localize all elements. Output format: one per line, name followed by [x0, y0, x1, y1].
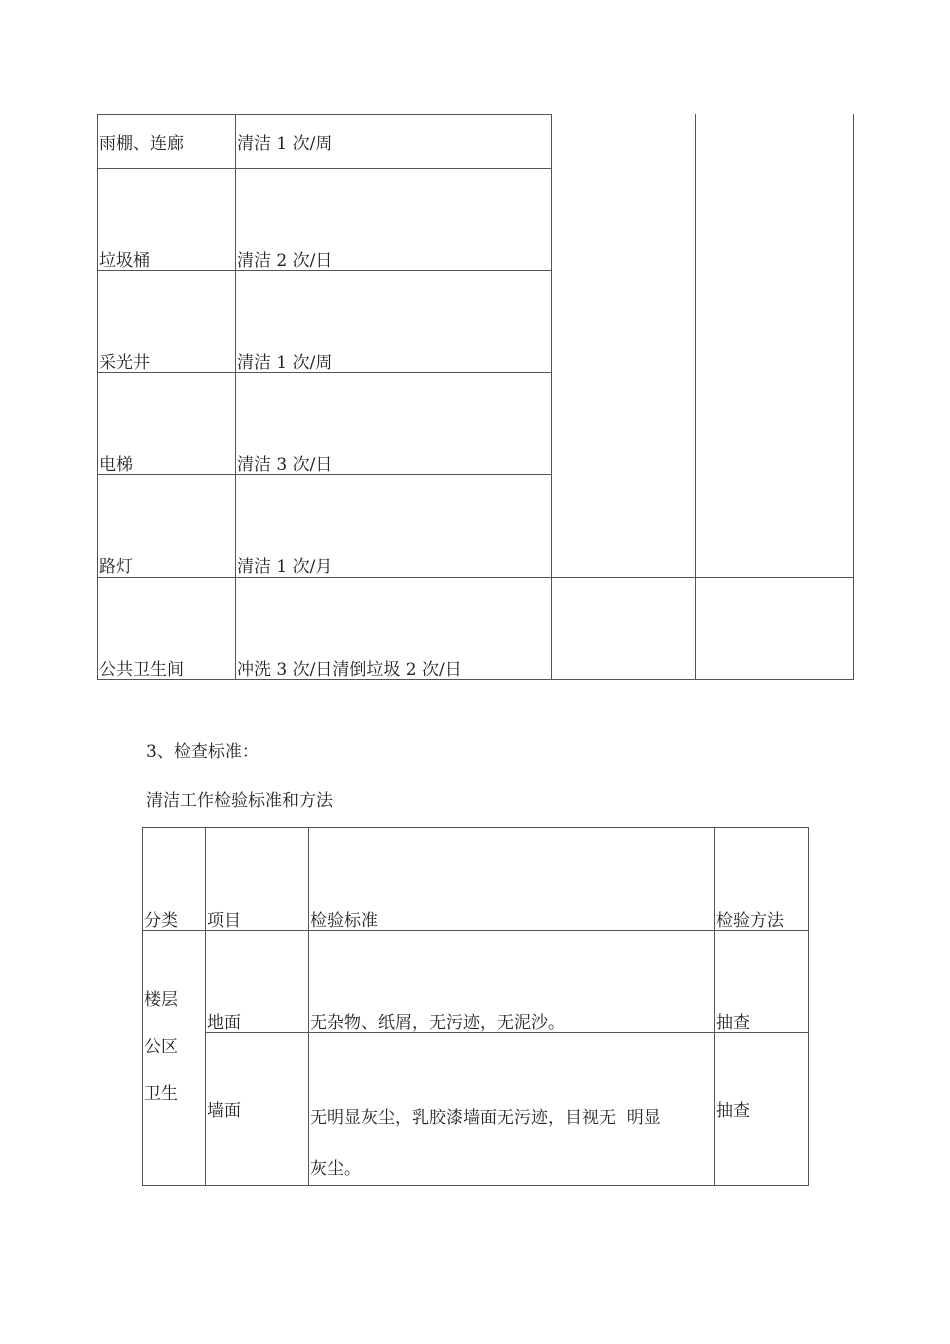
table-rule [853, 114, 854, 680]
category-line: 楼层 [144, 990, 178, 1010]
table-rule [142, 827, 809, 828]
table-rule [97, 577, 854, 578]
header-standard: 检验标准 [310, 911, 378, 931]
category-line: 卫生 [144, 1084, 178, 1104]
table-rule [142, 1185, 809, 1186]
table-rule [97, 168, 552, 169]
standard-cell: 无杂物、纸屑，无污迹，无泥沙。 [310, 1013, 565, 1033]
schedule-area-cell: 公共卫生间 [99, 660, 184, 680]
table-rule [808, 827, 809, 1186]
schedule-area-cell: 路灯 [99, 557, 133, 577]
schedule-frequency-cell: 清洁 1 次/月 [237, 557, 333, 577]
table-rule [97, 114, 552, 115]
schedule-area-cell: 雨棚、连廊 [99, 134, 184, 154]
standard-cell-continued: 灰尘。 [310, 1159, 361, 1179]
schedule-frequency-cell: 清洁 2 次/日 [237, 251, 333, 271]
schedule-area-cell: 电梯 [99, 455, 133, 475]
table-rule [97, 114, 98, 680]
schedule-frequency-cell: 清洁 1 次/周 [237, 353, 333, 373]
method-cell: 抽查 [716, 1013, 750, 1033]
schedule-frequency-cell: 清洁 1 次/周 [237, 134, 333, 154]
section-subheading: 清洁工作检验标准和方法 [146, 791, 333, 811]
schedule-area-cell: 垃圾桶 [99, 251, 150, 271]
table-rule [551, 114, 552, 680]
standard-cell: 无明显灰尘，乳胶漆墙面无污迹，目视无 明显 [310, 1108, 661, 1128]
table-rule [714, 827, 715, 1186]
table-rule [97, 679, 854, 680]
item-cell: 墙面 [207, 1101, 241, 1121]
header-category: 分类 [144, 911, 178, 931]
item-cell: 地面 [207, 1013, 241, 1033]
table-rule [142, 827, 143, 1186]
method-cell: 抽查 [716, 1101, 750, 1121]
header-item: 项目 [207, 911, 241, 931]
schedule-frequency-cell: 冲洗 3 次/日清倒垃圾 2 次/日 [237, 660, 462, 680]
section-heading: 3、检查标准： [146, 742, 259, 762]
schedule-area-cell: 采光井 [99, 353, 150, 373]
table-rule [142, 930, 809, 931]
table-rule [205, 827, 206, 1186]
header-method: 检验方法 [716, 911, 784, 931]
schedule-frequency-cell: 清洁 3 次/日 [237, 455, 333, 475]
table-rule [308, 827, 309, 1186]
table-rule [695, 114, 696, 680]
category-line: 公区 [144, 1037, 178, 1057]
table-rule [235, 114, 236, 680]
